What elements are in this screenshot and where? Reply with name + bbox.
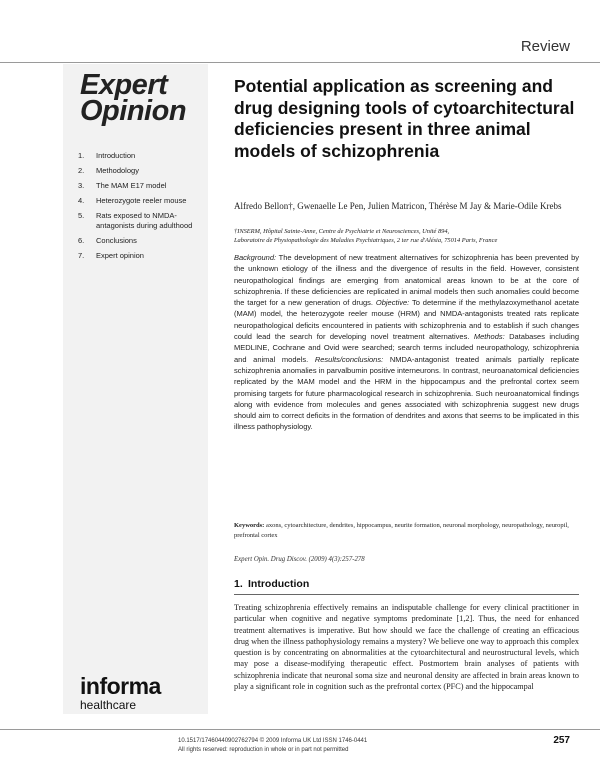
abstract-results-label: Results/conclusions: (314, 354, 384, 364)
toc-item[interactable] (78, 181, 206, 191)
bottom-divider (0, 729, 600, 730)
keywords (234, 521, 579, 541)
abstract-objective-text: To determine if the methylazoxymethanol acetate (MAM) model, the heterozygote reeler mouse (HRM) and NMDA-antagonists treated rats replicate neuropathological deficits encountered in patients with schizophrenia and to establish if such changes could lead the search for developing novel treatment alternatives. (234, 298, 579, 342)
toc-item[interactable] (78, 151, 206, 161)
toc-item-label: Rats exposed to NMDA-antagonists during adulthood (96, 211, 193, 230)
publisher-subtitle: healthcare (80, 698, 137, 712)
toc-item-number: 2. (78, 166, 85, 175)
toc-item-label: Methodology (96, 166, 139, 175)
toc-item-label: Conclusions (96, 236, 137, 245)
toc-item-label: Introduction (96, 151, 136, 160)
affiliation-line: Laboratoire de Physiopathologie des Maladies Psychiatriques, 2 ter rue d'Alésia, 75014 Paris, France (234, 237, 498, 244)
table-of-contents (78, 151, 206, 266)
citation: Expert Opin. Drug Discov. (2009) 4(3):257-278 (234, 556, 365, 563)
toc-item[interactable] (78, 196, 206, 206)
publisher-logo (80, 675, 161, 712)
affiliation-line: †INSERM, Hôpital Sainte-Anne, Centre de Psychiatrie et Neurosciences, Unité 894, (234, 228, 450, 235)
abstract-objective-label: Objective: (375, 298, 410, 308)
journal-logo-line2: Opinion (80, 95, 187, 127)
top-divider (0, 62, 600, 63)
section-title: Introduction (248, 578, 310, 590)
article-title: Potential application as screening and drug designing tools of cytoarchitectural deficiencies present in three animal models of schizophrenia (234, 76, 575, 161)
page-number: 257 (553, 735, 570, 746)
section-heading (234, 578, 579, 590)
section-divider (234, 594, 579, 595)
section-label: Review (520, 38, 570, 55)
toc-item-number: 3. (78, 181, 85, 190)
toc-item[interactable] (78, 211, 206, 231)
toc-item-number: 7. (78, 251, 85, 260)
abstract-methods-label: Methods: (473, 332, 505, 342)
keywords-text: axons, cytoarchitecture, dendrites, hippocampus, neurite formation, neuronal morphology, neuropathology, neuropil, prefrontal cortex (234, 522, 569, 539)
publisher-name: informa (80, 673, 161, 699)
journal-logo (80, 69, 187, 127)
abstract-background-text: The development of new treatment alternatives for schizophrenia has been prevented by the unknown etiology of the illness and the divergence of results in the field. However, consistent neuropathological findings are emerging from anatomical areas known to be at the core of schizophrenia. If these deficiencies are replicated in animal models then such anomalies could become the target for a new generation of drugs. (234, 253, 579, 308)
abstract-background-label: Background: (234, 253, 277, 262)
toc-item-label: The MAM E17 model (96, 181, 167, 190)
toc-item-label: Heterozygote reeler mouse (96, 196, 187, 205)
toc-item[interactable] (78, 166, 206, 176)
abstract (234, 252, 579, 433)
footer-doi: 10.1517/17460440902762794 © 2009 Informa UK Ltd ISSN 1746-0441 (178, 738, 368, 744)
journal-logo-line1: Expert (80, 69, 168, 101)
toc-item[interactable] (78, 236, 206, 246)
author-list: Alfredo Bellon†, Gwenaelle Le Pen, Julien Matricon, Thérèse M Jay & Marie-Odile Krebs (234, 201, 562, 211)
toc-item-number: 1. (78, 151, 85, 160)
footer-rights: All rights reserved: reproduction in whole or in part not permitted (178, 747, 349, 753)
intro-paragraph: Treating schizophrenia effectively remains an indisputable challenge for every clinical practitioner in particular when cognitive and negative symptoms predominate [1,2]. Thus, the need for enhanced treatment alternatives is imperative. But how should we face the challenge of creating an efficacious drug when the illness pathophysiology remains a mystery? We believe one way to approach this complex question is by concentrating on abnormalities at the cytoarchitectural and neurostructural levels, which may pose a disease-modifying therapeutic effect. Postmortem brain analyses of patients with schizophrenia indicate that neuronal soma size and neuronal density are affected in brain areas known to play a significant role in cognition such as the prefrontal cortex (PFC) and the hippocampal (234, 603, 579, 692)
toc-item[interactable] (78, 251, 206, 261)
toc-item-number: 6. (78, 236, 85, 245)
toc-item-number: 4. (78, 196, 85, 205)
abstract-methods-text: Databases including MEDLINE, Cochrane and Ovid were searched; search terms included neuropathology, schizophrenia and animal models. (234, 332, 579, 364)
abstract-results-text: NMDA-antagonist treated animals partially replicate schizophrenia anomalies in parvalbumin positive interneurons. In contrast, neuroanatomical deficiencies replicated by the MAM model and the HRM in the hippocampus and the prefrontal cortex seem promising targets for future pharmacological research in schizophrenia. Such neuroanatomical findings along with evidence from molecules and genes associated with schizophrenia suggest new drugs should aim to correct deficits in the formation of dendrites and axons that seems to be implicated in this illness pathophysiology. (234, 354, 579, 432)
section-number: 1. (234, 578, 243, 590)
keywords-label: Keywords: (234, 522, 265, 529)
affiliation (234, 227, 584, 245)
toc-item-label: Expert opinion (96, 251, 144, 260)
toc-item-number: 5. (78, 211, 85, 220)
